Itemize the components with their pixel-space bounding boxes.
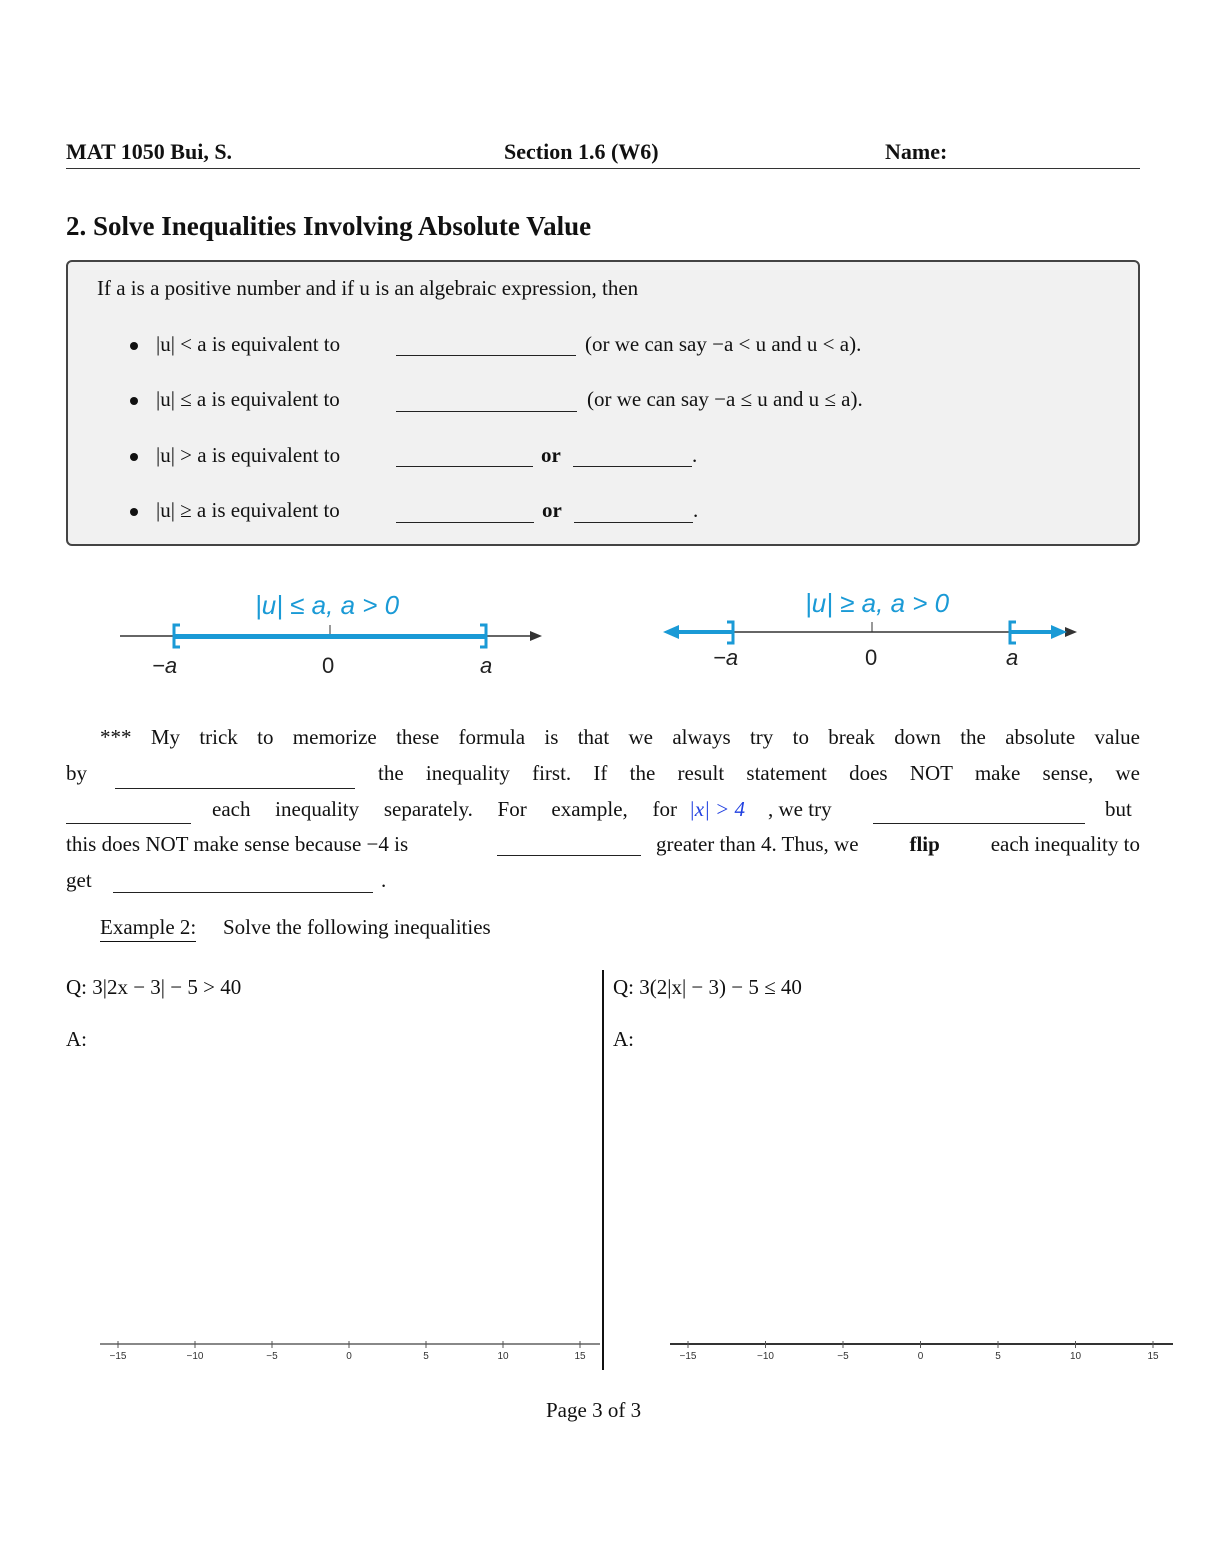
answer-number-lines xyxy=(0,1335,1210,1370)
rule-4-lhs: |u| ≥ a is equivalent to xyxy=(156,498,340,522)
example-label: Example 2: xyxy=(100,915,196,942)
label-zero: 0 xyxy=(865,645,878,670)
number-line-figure-ge xyxy=(655,585,1085,685)
trick-line-4a: this does NOT make sense because −4 is xyxy=(66,832,409,856)
bullet-icon xyxy=(130,508,138,516)
answer-2-label: A: xyxy=(613,1027,634,1051)
trick-line-4b: greater than 4. Thus, we xyxy=(656,832,859,856)
trick-line-4 xyxy=(656,832,1140,857)
rule-1-note: (or we can say −a < u and u < a). xyxy=(585,332,862,356)
axis-tick-label: 0 xyxy=(917,1351,924,1362)
axis-tick-label: −10 xyxy=(186,1351,204,1362)
figure-right-title: |u| ≥ a, a > 0 xyxy=(805,588,950,618)
trick-line-1: *** My trick to memorize these formula is that we always try to break down the absolute value xyxy=(100,725,1140,749)
rule-4-or: or xyxy=(542,498,562,522)
column-divider xyxy=(602,970,604,1370)
trick-get: get xyxy=(66,868,92,892)
question-2: Q: 3(2|x| − 3) − 5 ≤ 40 xyxy=(613,975,802,999)
label-neg-a: −a xyxy=(713,645,739,670)
rule-4-end: . xyxy=(693,498,699,522)
trick-but: but xyxy=(1105,797,1132,821)
trick-line-2: the inequality first. If the result statement does NOT make sense, we xyxy=(378,761,1140,785)
rule-2-lhs: |u| ≤ a is equivalent to xyxy=(156,387,340,411)
question-1: Q: 3|2x − 3| − 5 > 40 xyxy=(66,975,242,999)
label-neg-a: −a xyxy=(152,653,178,678)
bullet-icon xyxy=(130,397,138,405)
label-a: a xyxy=(480,653,493,678)
example-text: Solve the following inequalities xyxy=(223,915,491,939)
header-rule xyxy=(66,168,1140,169)
axis-tick-label: 0 xyxy=(346,1351,352,1362)
trick-line-4c: each inequality to xyxy=(990,832,1140,856)
axis-tick-label: −15 xyxy=(679,1351,697,1362)
rule-3-end: . xyxy=(692,443,698,467)
axis-tick-label: −10 xyxy=(757,1351,774,1362)
bullet-icon xyxy=(130,453,138,461)
axis-tick-label: −5 xyxy=(266,1351,278,1362)
trick-by: by xyxy=(66,761,87,785)
rule-3-or: or xyxy=(541,443,561,467)
rule-1-lhs: |u| < a is equivalent to xyxy=(156,332,341,356)
axis-tick-label: −5 xyxy=(837,1351,849,1362)
axis-tick-label: −15 xyxy=(109,1351,127,1362)
axis-tick-label: 10 xyxy=(497,1351,509,1362)
page-footer: Page 3 of 3 xyxy=(546,1398,642,1422)
label-a: a xyxy=(1006,645,1019,670)
axis-tick-label: 5 xyxy=(995,1351,1001,1362)
section-label: Section 1.6 (W6) xyxy=(504,139,659,164)
axis-tick-label: 15 xyxy=(1147,1351,1159,1362)
bullet-icon xyxy=(130,342,138,350)
section-title: 2. Solve Inequalities Involving Absolute Value xyxy=(66,211,592,241)
axis-tick-label: 5 xyxy=(423,1351,429,1362)
axis-tick-label: 15 xyxy=(574,1351,586,1362)
example-math: |x| > 4 xyxy=(689,797,746,821)
label-zero: 0 xyxy=(322,653,335,678)
number-line-figure-le xyxy=(110,585,560,685)
axis-tick-label: 10 xyxy=(1069,1351,1082,1362)
trick-line-3b: , we try xyxy=(768,797,832,821)
trick-line-3a: each inequality separately. For example, for xyxy=(212,797,677,821)
name-label: Name: xyxy=(885,139,948,164)
flip-word: flip xyxy=(909,832,940,856)
rule-3-lhs: |u| > a is equivalent to xyxy=(156,443,341,467)
course-label: MAT 1050 Bui, S. xyxy=(66,139,233,164)
figure-left-title: |u| ≤ a, a > 0 xyxy=(255,590,400,620)
definition-intro: If a is a positive number and if u is an algebraic expression, then xyxy=(97,276,639,300)
rule-2-note: (or we can say −a ≤ u and u ≤ a). xyxy=(587,387,863,411)
trick-period: . xyxy=(381,868,387,892)
answer-1-label: A: xyxy=(66,1027,87,1051)
